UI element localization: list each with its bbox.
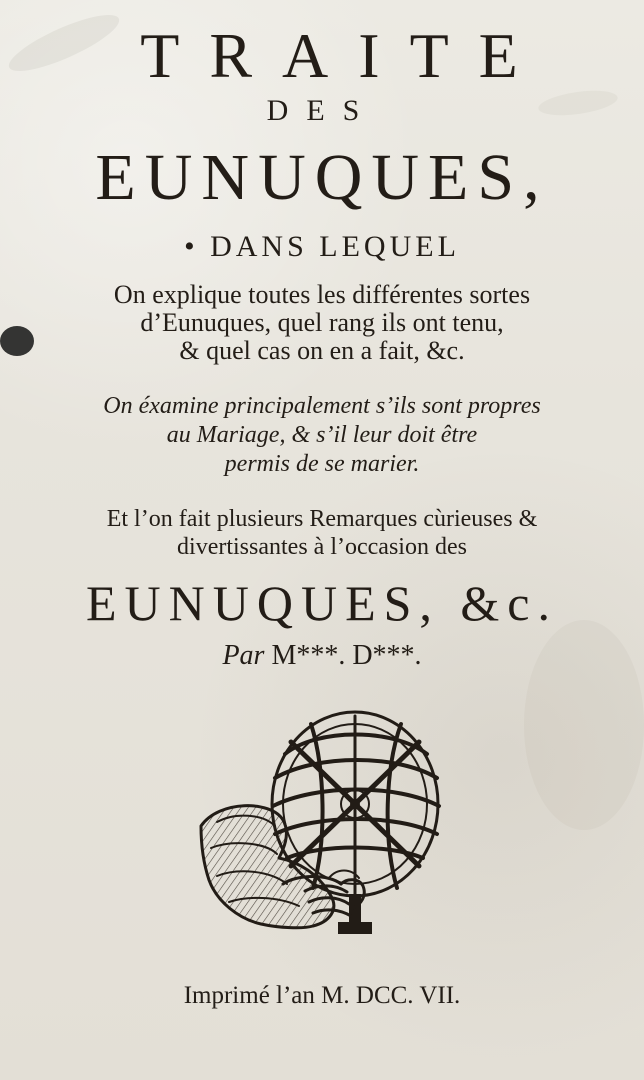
paragraph-3-line: divertissantes à l’occasion des — [177, 534, 467, 560]
armillary-sphere-icon — [193, 708, 453, 952]
title-line-1: TRAITE — [140, 20, 548, 91]
paragraph-1-line: d’Eunuques, quel rang ils ont tenu, — [140, 308, 504, 337]
author-name: M***. D***. — [271, 640, 422, 671]
author-line — [0, 642, 644, 670]
paragraph-3 — [0, 505, 644, 561]
paragraph-2-line: permis de se marier. — [224, 451, 420, 477]
imprint: Imprimé l’an M. DCC. VII. — [183, 982, 461, 1009]
paragraph-1-line: & quel cas on en a fait, &c. — [179, 336, 465, 365]
eunuques-line: EUNUQUES, &c. — [85, 575, 559, 631]
paragraph-1 — [0, 281, 644, 365]
paragraph-1-line: On explique toutes les différentes sortes — [113, 280, 531, 309]
paragraph-3-line: Et l’on fait plusieurs Remarques cùrieuses & — [106, 506, 538, 532]
paragraph-2-line: au Mariage, & s’il leur doit être — [166, 422, 478, 448]
author-prefix: Par — [222, 640, 265, 671]
paragraph-2-line: On éxamine principalement s’ils sont propres — [103, 393, 541, 419]
paragraph-2 — [0, 392, 644, 479]
subtitle: • DANS LEQUEL — [184, 230, 460, 263]
title-line-2: DES — [266, 94, 378, 127]
title-line-3: EUNUQUES, — [95, 141, 549, 214]
